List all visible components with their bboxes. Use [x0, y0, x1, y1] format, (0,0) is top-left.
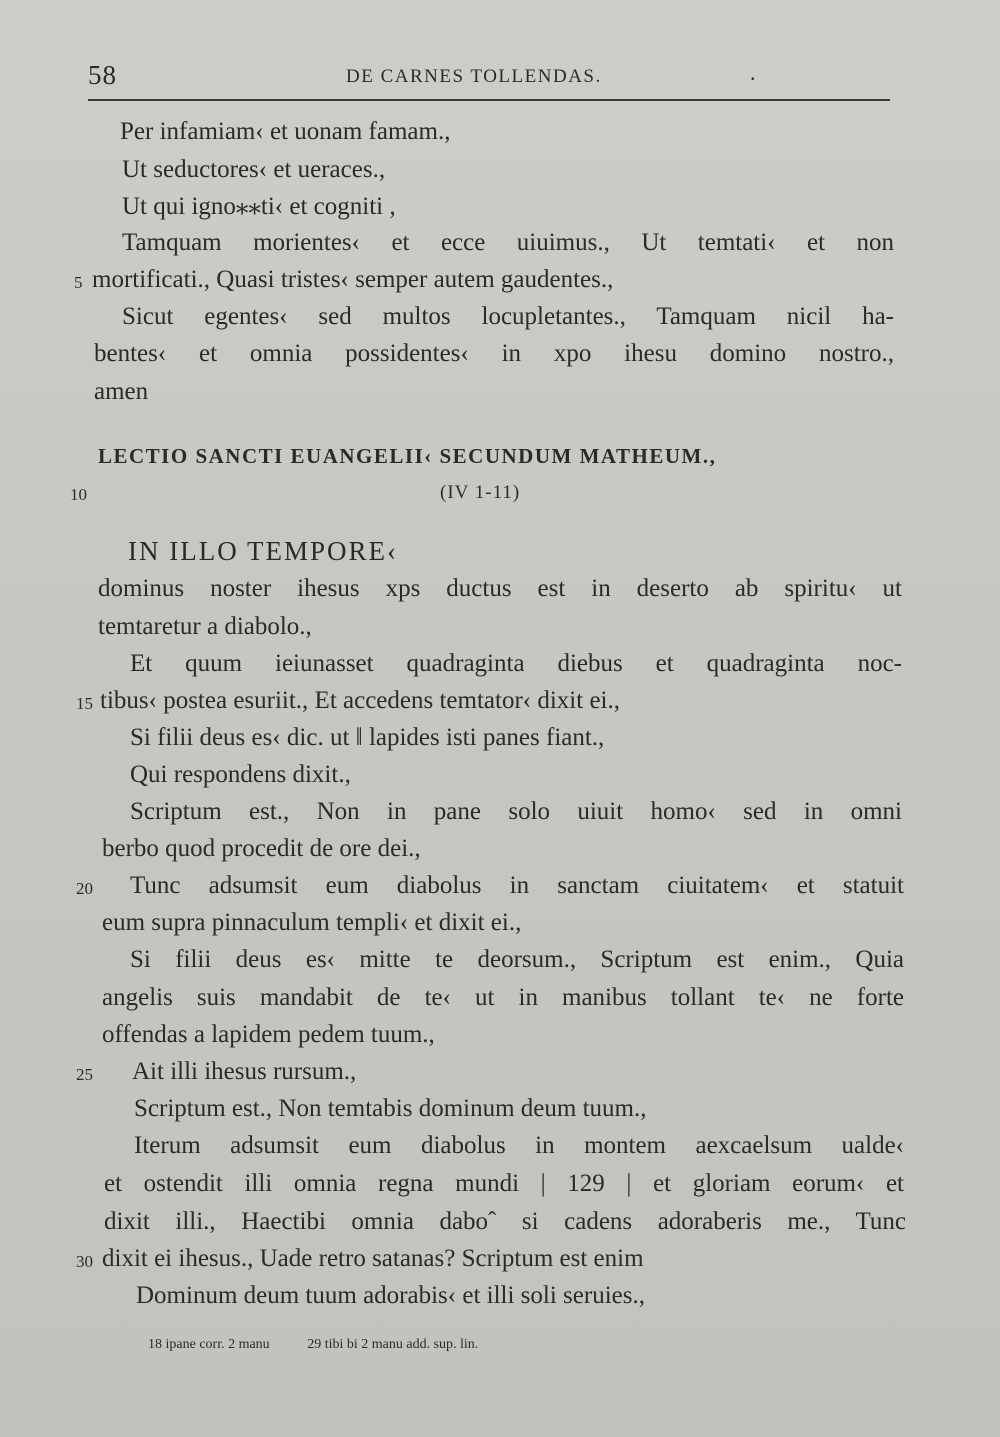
page-header: [88, 60, 890, 100]
text-line: dixit illi., Haectibi omnia daboˆ si cadens adoraberis me., Tunc: [104, 1208, 906, 1235]
text-line: Ut qui igno⁎⁎ti‹ et cogniti ,: [122, 193, 396, 220]
text-line: Qui respondens dixit.,: [130, 761, 351, 788]
text-line: Sicut egentes‹ sed multos locupletantes., Tamquam nicil ha-: [122, 303, 894, 330]
text-line: et ostendit illi omnia regna mundi | 129 | et gloriam eorum‹ et: [104, 1170, 904, 1197]
text-line: Ait illi ihesus rursum.,: [132, 1058, 357, 1085]
text-line: tibus‹ postea esuriit., Et accedens temtator‹ dixit ei.,: [100, 687, 620, 714]
section-heading: LECTIO SANCTI EUANGELII‹ SECUNDUM MATHEUM.,: [98, 444, 717, 468]
running-title: DE CARNES TOLLENDAS.: [346, 66, 602, 87]
line-number: 15: [76, 694, 93, 713]
text-line: bentes‹ et omnia possidentes‹ in xpo ihesu domino nostro.,: [94, 340, 894, 367]
text-line: Et quum ieiunasset quadraginta diebus et quadraginta noc-: [130, 650, 902, 677]
text-line: mortificati., Quasi tristes‹ semper autem gaudentes.,: [92, 266, 614, 293]
page-number: 58: [88, 60, 117, 90]
line-number: 20: [76, 879, 93, 898]
text-line: Dominum deum tuum adorabis‹ et illi soli seruies.,: [136, 1282, 645, 1309]
text-line: temtaretur a diabolo.,: [98, 613, 312, 640]
header-rule: [88, 99, 890, 101]
line-number: 25: [76, 1065, 93, 1084]
text-line: Tunc adsumsit eum diabolus in sanctam ciuitatem‹ et statuit: [130, 872, 904, 899]
text-line: dixit ei ihesus., Uade retro satanas? Scriptum est enim: [102, 1245, 644, 1272]
footnote: 29 tibi bi 2 manu add. sup. lin.: [307, 1337, 479, 1352]
text-line: Iterum adsumsit eum diabolus in montem aexcaelsum ualde‹: [134, 1132, 904, 1159]
section-subheading: (IV 1-11): [440, 482, 521, 503]
text-line: Scriptum est., Non in pane solo uiuit homo‹ sed in omni: [130, 798, 902, 825]
incipit: IN ILLO TEMPORE‹: [128, 536, 398, 566]
footnotes: [148, 1337, 512, 1353]
text-line: berbo quod procedit de ore dei.,: [102, 835, 421, 862]
line-number: 30: [76, 1252, 93, 1271]
text-line: eum supra pinnaculum templi‹ et dixit ei.,: [102, 909, 522, 936]
text-line: Si filii deus es‹ mitte te deorsum., Scriptum est enim., Quia: [130, 946, 904, 973]
text-line: Scriptum est., Non temtabis dominum deum tuum.,: [134, 1095, 647, 1122]
text-line: Ut seductores‹ et ueraces.,: [122, 156, 386, 183]
text-line: Si filii deus es‹ dic. ut ‖ lapides isti panes fiant.,: [130, 724, 605, 751]
line-number: 10: [70, 485, 87, 504]
text-line: offendas a lapidem pedem tuum.,: [102, 1021, 435, 1048]
text-line: Tamquam morientes‹ et ecce uiuimus., Ut temtati‹ et non: [122, 229, 894, 256]
line-number: 5: [74, 273, 83, 292]
text-line: Per infamiam‹ et uonam famam.,: [120, 118, 451, 145]
text-line: angelis suis mandabit de te‹ ut in manibus tollant te‹ ne forte: [102, 984, 904, 1011]
text-line: dominus noster ihesus xps ductus est in deserto ab spiritu‹ ut: [98, 575, 902, 602]
text-line: amen: [94, 378, 149, 405]
header-dot: .: [750, 60, 756, 85]
footnote: 18 ipane corr. 2 manu: [148, 1337, 270, 1352]
